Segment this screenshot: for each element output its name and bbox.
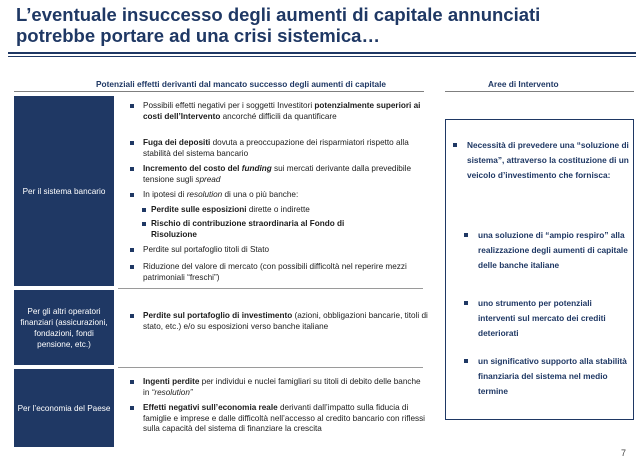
intervention-sub-item: una soluzione di “ampio respiro” alla realizzazione degli aumenti di capitale delle banche italiane xyxy=(478,228,630,272)
bullet-icon xyxy=(464,359,468,363)
intervention-main-item: Necessità di prevedere una “soluzione di sistema”, attraverso la costituzione di un veicolo d’investimento che fornisca: xyxy=(467,138,629,182)
intervention-column-header: Aree di Intervento xyxy=(488,79,559,89)
section-separator xyxy=(118,288,423,289)
page-number: 7 xyxy=(621,448,627,458)
bullet-icon xyxy=(453,143,457,147)
bullet-icon xyxy=(130,141,134,145)
bullet-icon xyxy=(130,380,134,384)
list-item: Ingenti perdite per individui e nuclei famigliari su titoli di debito delle banche in “resolution” xyxy=(143,377,428,398)
bullet-icon xyxy=(142,222,146,226)
section-separator xyxy=(118,367,423,368)
sub-list-item: Rischio di contribuzione straordinaria al Fondo di Risoluzione xyxy=(151,219,381,240)
intervention-header-rule xyxy=(445,91,634,92)
list-item: Perdite sul portafoglio di investimento (azioni, obbligazioni bancarie, titoli di stato, etc.) e/o su esposizioni verso banche italiane xyxy=(143,311,428,332)
category-economy-label: Per l’economia del Paese xyxy=(17,403,111,413)
page-title xyxy=(16,4,631,46)
category-operators-label: Per gli altri operatori finanziari (assicurazioni, fondazioni, fondi pensione, etc.) xyxy=(20,306,108,349)
bullet-icon xyxy=(130,406,134,410)
category-other-operators xyxy=(14,290,114,365)
list-item: Effetti negativi sull’economia reale derivanti dall’impatto sulla fiducia di famiglie e imprese e dalle difficoltà nell’accesso al credito bancario con riflessi sulla capacità del sistema di finanziare la crescita xyxy=(143,403,428,435)
list-item: Perdite sul portafoglio titoli di Stato xyxy=(143,245,428,256)
category-banking-label: Per il sistema bancario xyxy=(22,186,106,196)
list-item: Riduzione del valore di mercato (con possibili difficoltà nel reperire mezzi patrimoniali “freschi”) xyxy=(143,262,428,283)
list-item: Fuga dei depositi dovuta a preoccupazione dei risparmiatori rispetto alla stabilità del sistema bancario xyxy=(143,138,428,159)
bullet-icon xyxy=(130,265,134,269)
list-item: Possibili effetti negativi per i soggetti Investitori potenzialmente superiori ai costi dell’Intervento ancorché difficili da quantificare xyxy=(143,101,428,122)
list-item: In ipotesi di resolution di una o più banche: xyxy=(143,190,428,201)
sub-list-item: Perdite sulle esposizioni dirette o indirette xyxy=(151,205,421,216)
title-divider-thin xyxy=(8,56,636,57)
bullet-icon xyxy=(130,167,134,171)
category-economy xyxy=(14,369,114,447)
bullet-icon xyxy=(130,104,134,108)
effects-column-header: Potenziali effetti derivanti dal mancato successo degli aumenti di capitale xyxy=(96,79,387,89)
title-line-2: potrebbe portare ad una crisi sistemica… xyxy=(16,25,380,46)
intervention-sub-item: uno strumento per potenziali interventi sul mercato dei crediti deteriorati xyxy=(478,296,630,340)
effects-header-rule xyxy=(14,91,424,92)
bullet-icon xyxy=(130,193,134,197)
title-divider xyxy=(8,52,636,54)
title-line-1: L’eventuale insuccesso degli aumenti di capitale annunciati xyxy=(16,4,541,25)
bullet-icon xyxy=(130,248,134,252)
list-item: Incremento del costo del funding sui mercati derivante dalla prevedibile tensione sugli spread xyxy=(143,164,428,185)
intervention-sub-item: un significativo supporto alla stabilità finanziaria del sistema nel medio termine xyxy=(478,354,630,398)
category-banking-system xyxy=(14,96,114,286)
bullet-icon xyxy=(130,314,134,318)
bullet-icon xyxy=(464,233,468,237)
bullet-icon xyxy=(142,208,146,212)
bullet-icon xyxy=(464,301,468,305)
